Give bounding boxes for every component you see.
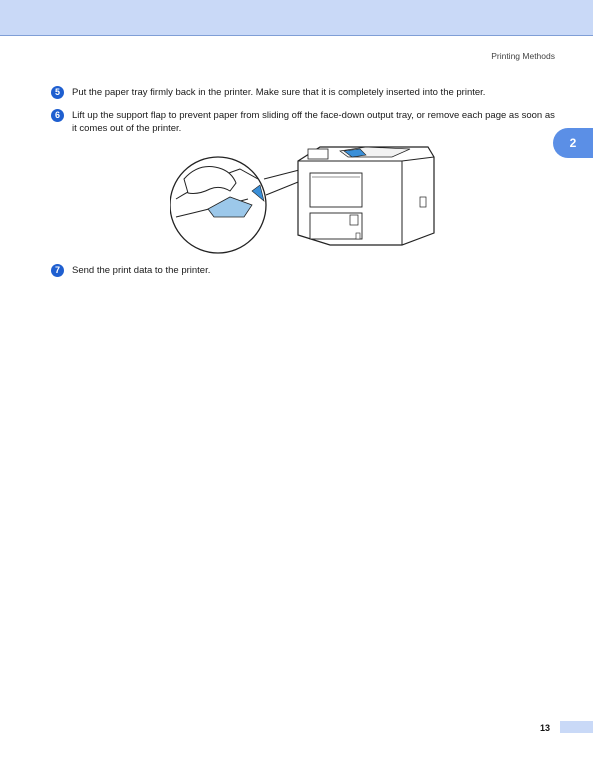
chapter-tab-label: 2 xyxy=(569,136,577,150)
step-text: Lift up the support flap to prevent paper from sliding off the face-down output tray, or remove each page as soon as it comes out of the printer. xyxy=(72,110,555,134)
printer-support-flap-illustration xyxy=(170,139,440,257)
header-band xyxy=(0,0,593,36)
step-number-icon: 7 xyxy=(51,264,64,277)
step-text: Put the paper tray firmly back in the printer. Make sure that it is completely inserted into the printer. xyxy=(72,87,486,98)
step-number-icon: 6 xyxy=(51,109,64,122)
step-text: Send the print data to the printer. xyxy=(72,265,211,276)
printer-drawing xyxy=(298,147,434,245)
magnified-detail xyxy=(170,157,266,253)
running-title: Printing Methods xyxy=(491,51,555,61)
page-number-bar xyxy=(560,721,593,733)
chapter-tab xyxy=(553,128,593,158)
step-number-icon: 5 xyxy=(51,86,64,99)
page-number: 13 xyxy=(540,723,551,733)
